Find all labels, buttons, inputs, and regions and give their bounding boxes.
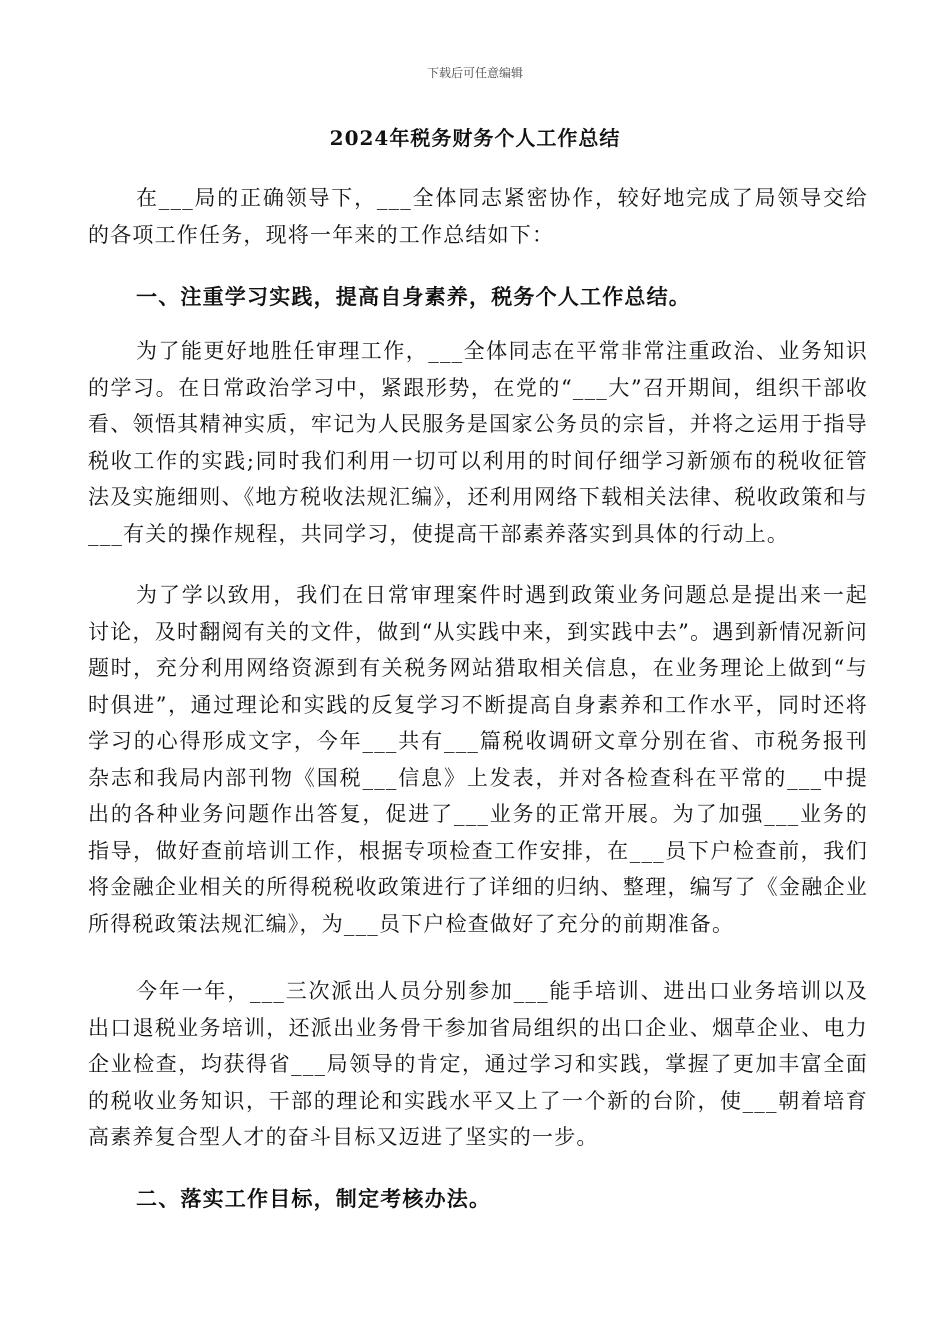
section1-heading-block xyxy=(88,279,868,316)
section2-heading: 二、落实工作目标，制定考核办法。 xyxy=(136,1186,492,1211)
section1-heading: 一、注重学习实践，提高自身素养，税务个人工作总结。 xyxy=(136,284,691,309)
section1-para3-block xyxy=(88,973,868,1156)
intro-paragraph: 在___局的正确领导下，___全体同志紧密协作，较好地完成了局领导交给的各项工作任务，现将一年来的工作总结如下： xyxy=(88,186,868,247)
document-title: 2024年税务财务个人工作总结 xyxy=(329,126,621,150)
intro-block xyxy=(88,180,868,253)
section1-paragraph-1: 为了能更好地胜任审理工作，___全体同志在平常非常注重政治、业务知识的学习。在日常政治学习中，紧跟形势，在党的“___大”召开期间，组织干部收看、领悟其精神实质，牢记为人民服务是国家公务员的宗旨，并将之运用于指导税收工作的实践;同时我们利用一切可以利用的时间仔细学习新颁布的税收征管法及实施细则、《地方税收法规汇编》，还利用网络下载相关法律、税收政策和与___有关的操作规程，共同学习，使提高干部素养落实到具体的行动上。 xyxy=(88,339,868,546)
section1-paragraph-2: 为了学以致用，我们在日常审理案件时遇到政策业务问题总是提出来一起讨论，及时翻阅有关的文件，做到“从实践中来，到实践中去”。遇到新情况新问题时，充分利用网络资源到有关税务网站猎取相关信息，在业务理论上做到“与时俱进”，通过理论和实践的反复学习不断提高自身素养和工作水平，同时还将学习的心得形成文字，今年___共有___篇税收调研文章分别在省、市税务报刊杂志和我局内部刊物《国税___信息》上发表，并对各检查科在平常的___中提出的各种业务问题作出答复，促进了___业务的正常开展。为了加强___业务的指导，做好查前培训工作，根据专项检查工作安排，在___员下户检查前，我们将金融企业相关的所得税税收政策进行了详细的归纳、整理，编写了《金融企业所得税政策法规汇编》，为___员下户检查做好了充分的前期准备。 xyxy=(88,583,868,936)
section1-para1-block xyxy=(88,333,868,552)
section1-para2-block xyxy=(88,577,868,942)
page-header-watermark: 下载后可任意编辑 xyxy=(426,66,523,80)
section1-paragraph-3: 今年一年，___三次派出人员分别参加___能手培训、进出口业务培训以及出口退税业务培训，还派出业务骨干参加省局组织的出口企业、烟草企业、电力企业检查，均获得省___局领导的肯定，通过学习和实践，掌握了更加丰富全面的税收业务知识，干部的理论和实践水平又上了一个新的台阶，使___朝着培育高素养复合型人才的奋斗目标又迈进了坚实的一步。 xyxy=(88,979,868,1149)
section2-heading-block xyxy=(88,1181,868,1218)
